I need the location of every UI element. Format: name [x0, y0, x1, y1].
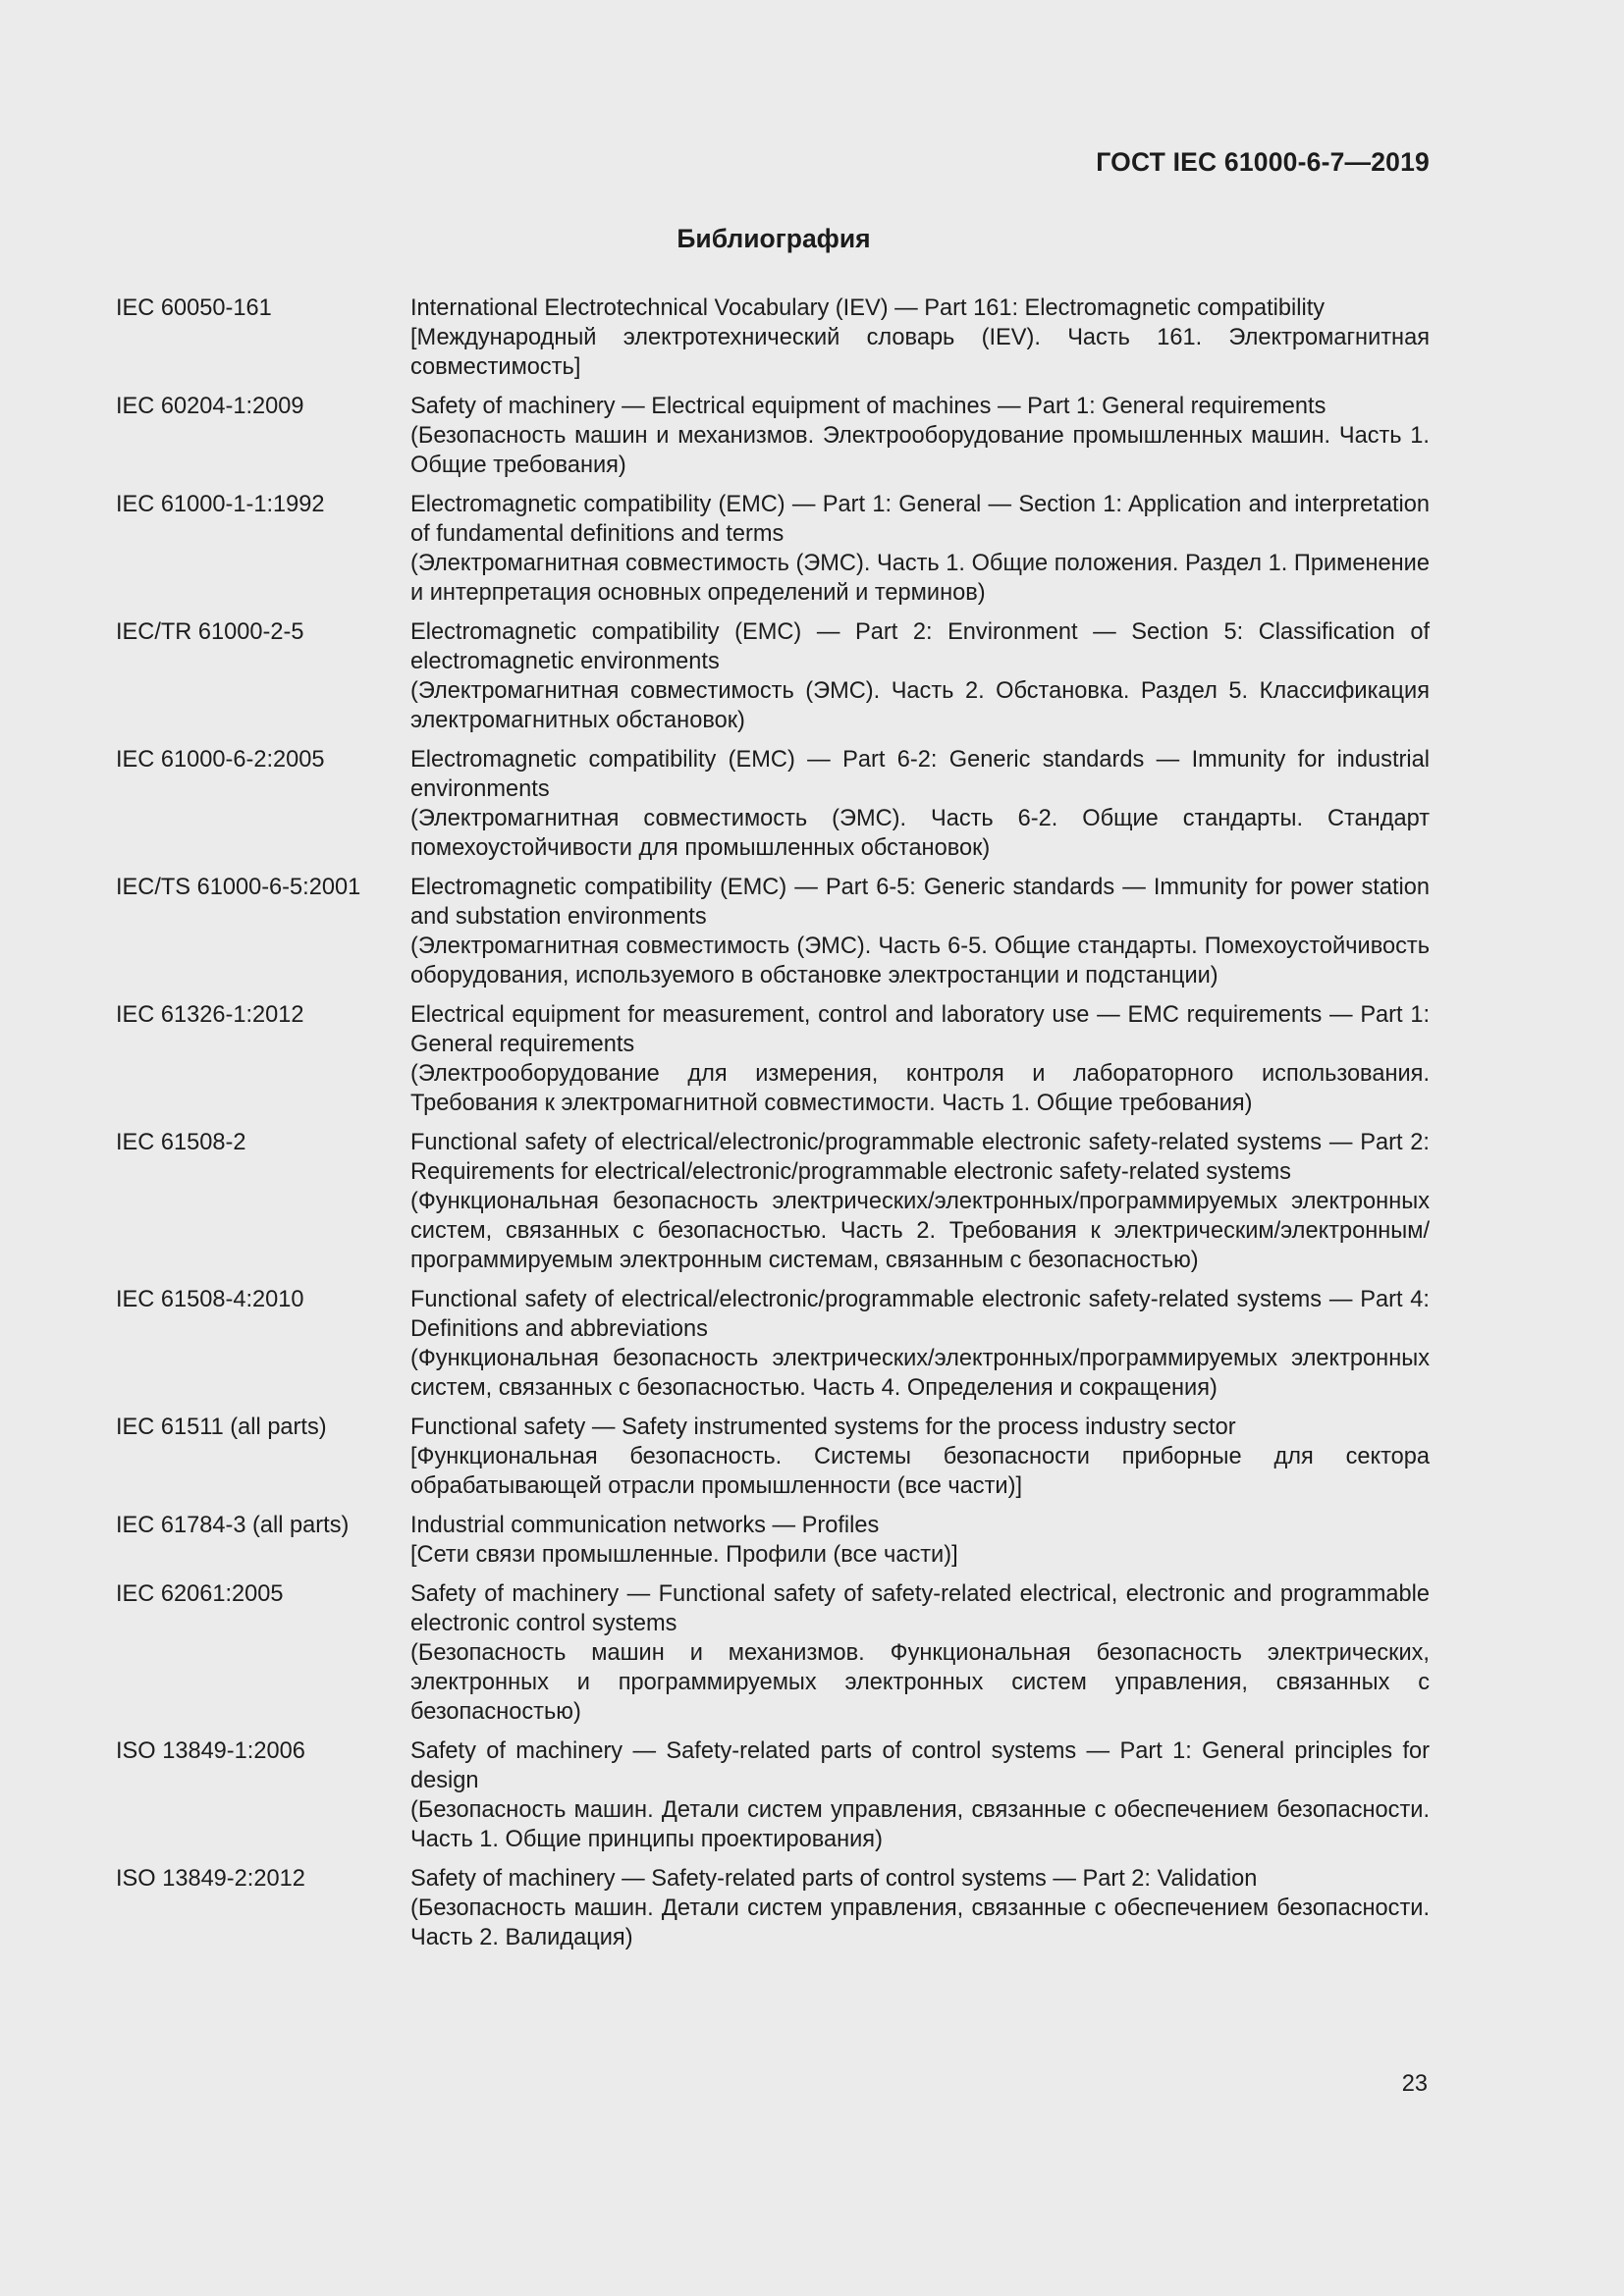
reference-code: IEC 61508-2: [116, 1130, 246, 1155]
reference-title: Functional safety — Safety instrumented systems for the process industry sector: [410, 1415, 1236, 1440]
reference-description: [410, 745, 1430, 863]
bibliography-entry: [116, 1511, 1430, 1570]
reference-title: Safety of machinery — Safety-related parts of control systems — Part 2: Validation: [410, 1866, 1258, 1892]
reference-description: [410, 1413, 1430, 1501]
bibliography-entry: [116, 1285, 1430, 1403]
reference-title: Safety of machinery — Electrical equipment of machines — Part 1: General requirements: [410, 394, 1326, 419]
reference-title: Electrical equipment for measurement, control and laboratory use — EMC requirements — Part 1: General requirements: [410, 1002, 1430, 1057]
reference-title: Functional safety of electrical/electronic/programmable electronic safety-related systems — Part 2: Requirements for electrical/electronic/programmable electronic safety-related systems: [410, 1130, 1430, 1185]
reference-description: [410, 1864, 1430, 1952]
reference-translation: [Функциональная безопасность. Системы безопасности приборные для сектора обрабатывающей отрасли промышленности (все части)]: [410, 1444, 1430, 1499]
reference-description: [410, 617, 1430, 735]
reference-translation: (Электромагнитная совместимость (ЭМС). Часть 2. Обстановка. Раздел 5. Классификация электромагнитных обстановок): [410, 678, 1430, 733]
reference-code: IEC 61000-1-1:1992: [116, 492, 325, 517]
reference-translation: (Электрооборудование для измерения, контроля и лабораторного использования. Требования к электромагнитной совместимости. Часть 1. Общие требования): [410, 1061, 1430, 1116]
reference-code: IEC/TS 61000-6-5:2001: [116, 875, 361, 900]
reference-description: [410, 1000, 1430, 1118]
reference-description: [410, 392, 1430, 480]
bibliography-entry: [116, 1579, 1430, 1727]
reference-code: IEC 61326-1:2012: [116, 1002, 304, 1028]
reference-code: ISO 13849-1:2006: [116, 1738, 305, 1764]
reference-code: IEC 60204-1:2009: [116, 394, 304, 419]
reference-translation: (Безопасность машин. Детали систем управления, связанные с обеспечением безопасности. Часть 1. Общие принципы проектирования): [410, 1797, 1430, 1852]
bibliography-entry: [116, 1000, 1430, 1118]
reference-description: [410, 873, 1430, 990]
reference-code: IEC/TR 61000-2-5: [116, 619, 304, 645]
reference-description: [410, 1511, 1430, 1570]
reference-code: IEC 61508-4:2010: [116, 1287, 304, 1312]
reference-title: Safety of machinery — Functional safety of safety-related electrical, electronic and programmable electronic control systems: [410, 1581, 1430, 1636]
reference-translation: (Электромагнитная совместимость (ЭМС). Часть 6-2. Общие стандарты. Стандарт помехоустойчивости для промышленных обстановок): [410, 806, 1430, 861]
reference-title: Electromagnetic compatibility (EMC) — Part 1: General — Section 1: Application and interpretation of fundamental definitions and terms: [410, 492, 1430, 547]
bibliography-entry: [116, 745, 1430, 863]
reference-description: [410, 1579, 1430, 1727]
bibliography-list: [116, 294, 1430, 1962]
bibliography-entry: [116, 490, 1430, 608]
bibliography-entry: [116, 1128, 1430, 1275]
bibliography-entry: [116, 617, 1430, 735]
reference-title: Electromagnetic compatibility (EMC) — Part 6-5: Generic standards — Immunity for power station and substation environments: [410, 875, 1430, 930]
reference-code: IEC 62061:2005: [116, 1581, 284, 1607]
reference-translation: (Функциональная безопасность электрических/электронных/программируемых электронных систем, связанных с безопасностью. Часть 4. Определения и сокращения): [410, 1346, 1430, 1401]
reference-description: [410, 1736, 1430, 1854]
reference-code: IEC 61000-6-2:2005: [116, 747, 325, 773]
reference-translation: (Безопасность машин и механизмов. Функциональная безопасность электрических, электронных и программируемых электронных систем управления, связанных с безопасностью): [410, 1640, 1430, 1725]
reference-title: International Electrotechnical Vocabulary (IEV) — Part 161: Electromagnetic compatibility: [410, 295, 1326, 321]
bibliography-entry: [116, 392, 1430, 480]
reference-title: Functional safety of electrical/electronic/programmable electronic safety-related systems — Part 4: Definitions and abbreviations: [410, 1287, 1430, 1342]
page-number: 23: [1401, 2071, 1428, 2097]
reference-code: IEC 61511 (all parts): [116, 1415, 327, 1440]
reference-title: Industrial communication networks — Profiles: [410, 1513, 880, 1538]
reference-title: Safety of machinery — Safety-related parts of control systems — Part 1: General principles for design: [410, 1738, 1430, 1793]
reference-translation: (Электромагнитная совместимость (ЭМС). Часть 1. Общие положения. Раздел 1. Применение и интерпретация основных определений и терминов): [410, 551, 1430, 606]
reference-translation: (Функциональная безопасность электрических/электронных/программируемых электронных систем, связанных с безопасностью. Часть 2. Требования к электрическим/электронным/программируемым электронным системам, связанным с безопасностью): [410, 1189, 1430, 1273]
reference-description: [410, 1285, 1430, 1403]
reference-translation: (Безопасность машин и механизмов. Электрооборудование промышленных машин. Часть 1. Общие требования): [410, 423, 1430, 478]
bibliography-entry: [116, 873, 1430, 990]
bibliography-entry: [116, 1413, 1430, 1501]
bibliography-entry: [116, 1736, 1430, 1854]
reference-code: ISO 13849-2:2012: [116, 1866, 305, 1892]
reference-description: [410, 1128, 1430, 1275]
reference-description: [410, 294, 1430, 382]
reference-code: IEC 60050-161: [116, 295, 272, 321]
bibliography-entry: [116, 1864, 1430, 1952]
reference-title: Electromagnetic compatibility (EMC) — Part 2: Environment — Section 5: Classification of electromagnetic environments: [410, 619, 1430, 674]
reference-title: Electromagnetic compatibility (EMC) — Part 6-2: Generic standards — Immunity for industrial environments: [410, 747, 1430, 802]
reference-description: [410, 490, 1430, 608]
reference-translation: (Электромагнитная совместимость (ЭМС). Часть 6-5. Общие стандарты. Помехоустойчивость оборудования, используемого в обстановке электростанции и подстанции): [410, 934, 1430, 988]
reference-code: IEC 61784-3 (all parts): [116, 1513, 350, 1538]
reference-translation: [Сети связи промышленные. Профили (все части)]: [410, 1542, 958, 1568]
reference-translation: (Безопасность машин. Детали систем управления, связанные с обеспечением безопасности. Часть 2. Валидация): [410, 1896, 1430, 1950]
reference-translation: [Международный электротехнический словарь (IEV). Часть 161. Электромагнитная совместимость]: [410, 325, 1430, 380]
page-title: Библиография: [677, 224, 871, 253]
document-header: ГОСТ IEC 61000-6-7—2019: [1096, 147, 1430, 177]
bibliography-entry: [116, 294, 1430, 382]
